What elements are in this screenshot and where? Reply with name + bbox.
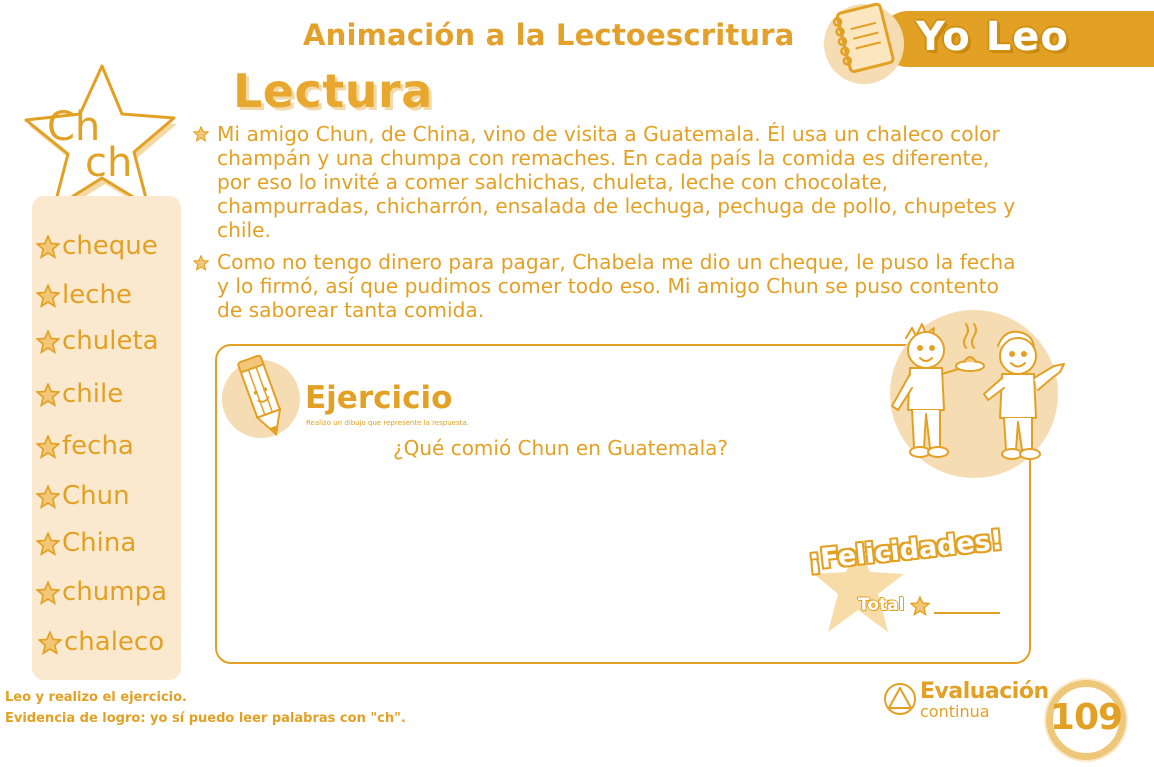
star-icon [36, 581, 60, 605]
total-star-icon [910, 596, 930, 616]
word-label: Chun [62, 481, 130, 511]
word-label: chile [62, 379, 124, 409]
star-icon [36, 284, 60, 308]
badge-lower-letters: ch [85, 140, 133, 186]
word-item [36, 577, 167, 607]
star-icon [36, 235, 60, 259]
header-title: Animación a la Lectoescritura [303, 18, 795, 52]
word-label: fecha [62, 431, 134, 461]
word-item [36, 280, 132, 310]
word-label: cheque [62, 231, 158, 261]
reading-paragraph-1: Mi amigo Chun, de China, vino de visita a Guatemala. Él usa un chaleco color champán y una chumpa con remaches. En cada país la comida es diferente, por eso lo invité a comer salchichas, chuleta, leche con chocolate, champurradas, chicharrón, ensalada de lechuga, pechuga de pollo, chupetes y chile. [217, 122, 1016, 242]
footer-instruction: Leo y realizo el ejercicio. [5, 690, 187, 705]
reading-paragraph-2: Como no tengo dinero para pagar, Chabela me dio un cheque, le puso la fecha y lo firmó, así que pudimos comer todo eso. Mi amigo Chun se puso contento de saborear tanta comida. [217, 250, 1016, 322]
word-item [36, 379, 123, 409]
children-illustration [878, 318, 1078, 468]
yo-leo-label: Yo Leo [916, 14, 1069, 60]
exercise-instruction: Realizo un dibujo que represente la respuesta. [306, 419, 469, 427]
word-label: chumpa [62, 577, 168, 607]
congrats-title: ¡Felicidades! [806, 524, 1005, 576]
word-item [36, 231, 158, 261]
exercise-question: ¿Qué comió Chun en Guatemala? [393, 436, 728, 460]
bullet-star-icon [193, 126, 209, 142]
word-label: chaleco [64, 627, 165, 657]
word-item [38, 627, 164, 657]
exercise-title: Ejercicio [305, 380, 453, 416]
word-item [36, 481, 130, 511]
word-label: chuleta [62, 326, 159, 356]
star-icon [36, 383, 60, 407]
bullet-star-icon [193, 255, 209, 271]
word-label: China [62, 528, 137, 558]
evaluation-title: Evaluación [920, 679, 1049, 704]
word-label: leche [62, 280, 132, 310]
page-number: 109 [1049, 697, 1123, 738]
total-answer-line[interactable] [934, 612, 1000, 614]
total-label: Total [858, 595, 905, 615]
evaluation-subtitle: continua [920, 702, 990, 721]
star-icon [36, 532, 60, 556]
word-item [36, 528, 136, 558]
word-item [36, 431, 134, 461]
word-item [36, 326, 159, 356]
footer-achievement: Evidencia de logro: yo sí puedo leer palabras con "ch". [5, 711, 406, 726]
star-icon [38, 631, 62, 655]
star-icon [36, 435, 60, 459]
star-icon [36, 330, 60, 354]
section-title: Lectura [233, 64, 433, 118]
badge-upper-letters: Ch [47, 104, 101, 150]
pencil-icon [234, 350, 294, 440]
notebook-icon [830, 2, 900, 80]
star-icon [36, 485, 60, 509]
triangle-cycle-icon [883, 682, 917, 716]
